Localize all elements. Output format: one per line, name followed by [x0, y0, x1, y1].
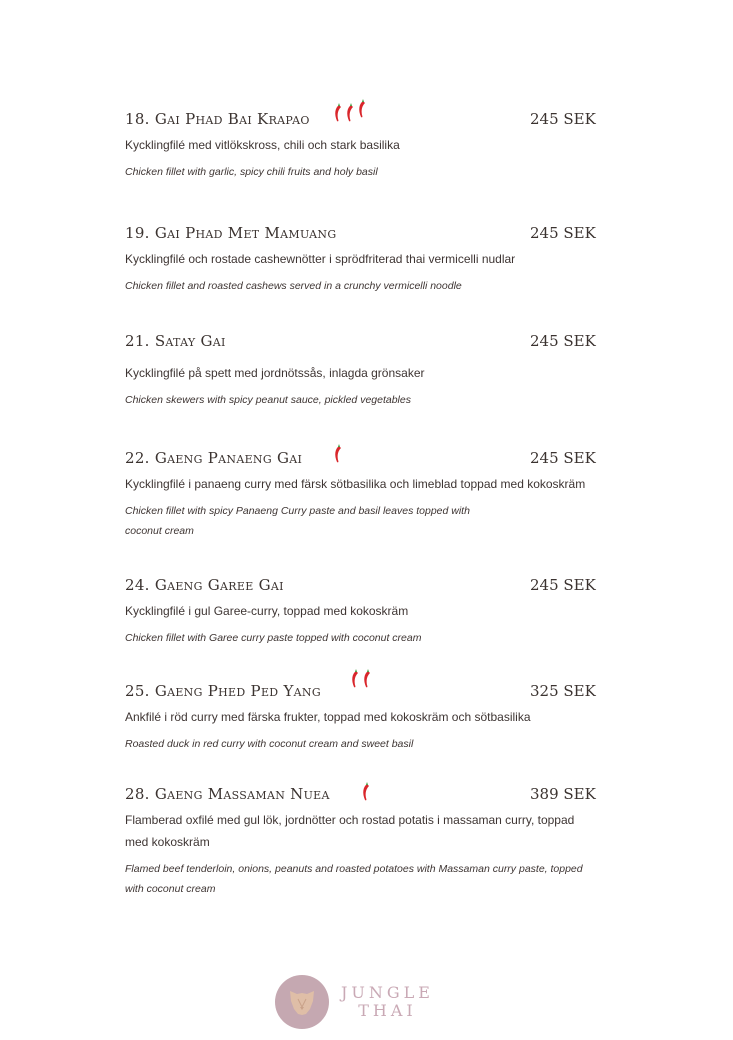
price: 389 SEK [530, 785, 596, 803]
chili-icon [333, 102, 343, 124]
tiger-face-icon [275, 975, 329, 1029]
spice-indicator [333, 102, 367, 124]
price: 245 SEK [530, 332, 596, 350]
dish-title: 18. Gai Phad Bai Krapao [125, 110, 310, 128]
restaurant-logo [275, 975, 434, 1029]
price: 245 SEK [530, 449, 596, 467]
menu-item [125, 682, 605, 754]
price: 245 SEK [530, 224, 596, 242]
menu-item [125, 449, 605, 541]
description-english-line: coconut cream [125, 525, 194, 537]
chili-icon [350, 668, 360, 690]
chili-icon [361, 781, 371, 803]
description-swedish [125, 809, 615, 853]
description-english: Chicken skewers with spicy peanut sauce, pickled vegetables [125, 394, 411, 406]
menu-item [125, 332, 605, 410]
description-english-line: Flamed beef tenderloin, onions, peanuts and roasted potatoes with Massaman curry paste, topped [125, 863, 583, 875]
description-english: Roasted duck in red curry with coconut cream and sweet basil [125, 738, 414, 750]
dish-title: 24. Gaeng Garee Gai [125, 576, 284, 594]
description-english-line: Chicken fillet with spicy Panaeng Curry paste and basil leaves topped with [125, 505, 470, 517]
logo-line-2: THAI [358, 1001, 417, 1020]
description-swedish-line: Flamberad oxfilé med gul lök, jordnötter och rostad potatis i massaman curry, toppad [125, 813, 575, 827]
description-swedish: Kycklingfilé med vitlökskross, chili och stark basilika [125, 138, 400, 152]
description-swedish-line: med kokoskräm [125, 835, 210, 849]
dish-title: 28. Gaeng Massaman Nuea [125, 785, 330, 803]
dish-title: 21. Satay Gai [125, 332, 226, 350]
dish-title: 22. Gaeng Panaeng Gai [125, 449, 303, 467]
description-swedish: Kycklingfilé och rostade cashewnötter i sprödfriterad thai vermicelli nudlar [125, 252, 516, 266]
description-english [125, 859, 615, 899]
menu-item [125, 785, 615, 899]
chili-icon [362, 668, 372, 690]
spice-indicator [350, 668, 372, 690]
logo-line-1: JUNGLE [341, 983, 434, 1002]
description-swedish: Ankfilé i röd curry med färska frukter, toppad med kokoskräm och sötbasilika [125, 710, 531, 724]
dish-title: 25. Gaeng Phed Ped Yang [125, 682, 321, 700]
description-swedish: Kycklingfilé i gul Garee-curry, toppad med kokoskräm [125, 604, 409, 618]
menu-item [125, 576, 605, 648]
dish-title: 19. Gai Phad Met Mamuang [125, 224, 337, 242]
chili-icon [345, 102, 355, 124]
description-english [125, 501, 605, 541]
menu-item [125, 224, 605, 296]
description-swedish: Kycklingfilé på spett med jordnötssås, inlagda grönsaker [125, 366, 425, 380]
price: 325 SEK [530, 682, 596, 700]
description-english-line: with coconut cream [125, 883, 216, 895]
description-english: Chicken fillet and roasted cashews served in a crunchy vermicelli noodle [125, 280, 462, 292]
price: 245 SEK [530, 576, 596, 594]
description-english: Chicken fillet with Garee curry paste topped with coconut cream [125, 632, 422, 644]
spice-indicator [361, 781, 371, 803]
chili-icon [357, 98, 367, 120]
spice-indicator [333, 443, 343, 465]
description-english: Chicken fillet with garlic, spicy chili fruits and holy basil [125, 166, 378, 178]
menu-item [125, 110, 605, 182]
logo-wordmark [341, 984, 434, 1020]
price: 245 SEK [530, 110, 596, 128]
description-swedish: Kycklingfilé i panaeng curry med färsk sötbasilika och limeblad toppad med kokoskräm [125, 477, 586, 491]
chili-icon [333, 443, 343, 465]
